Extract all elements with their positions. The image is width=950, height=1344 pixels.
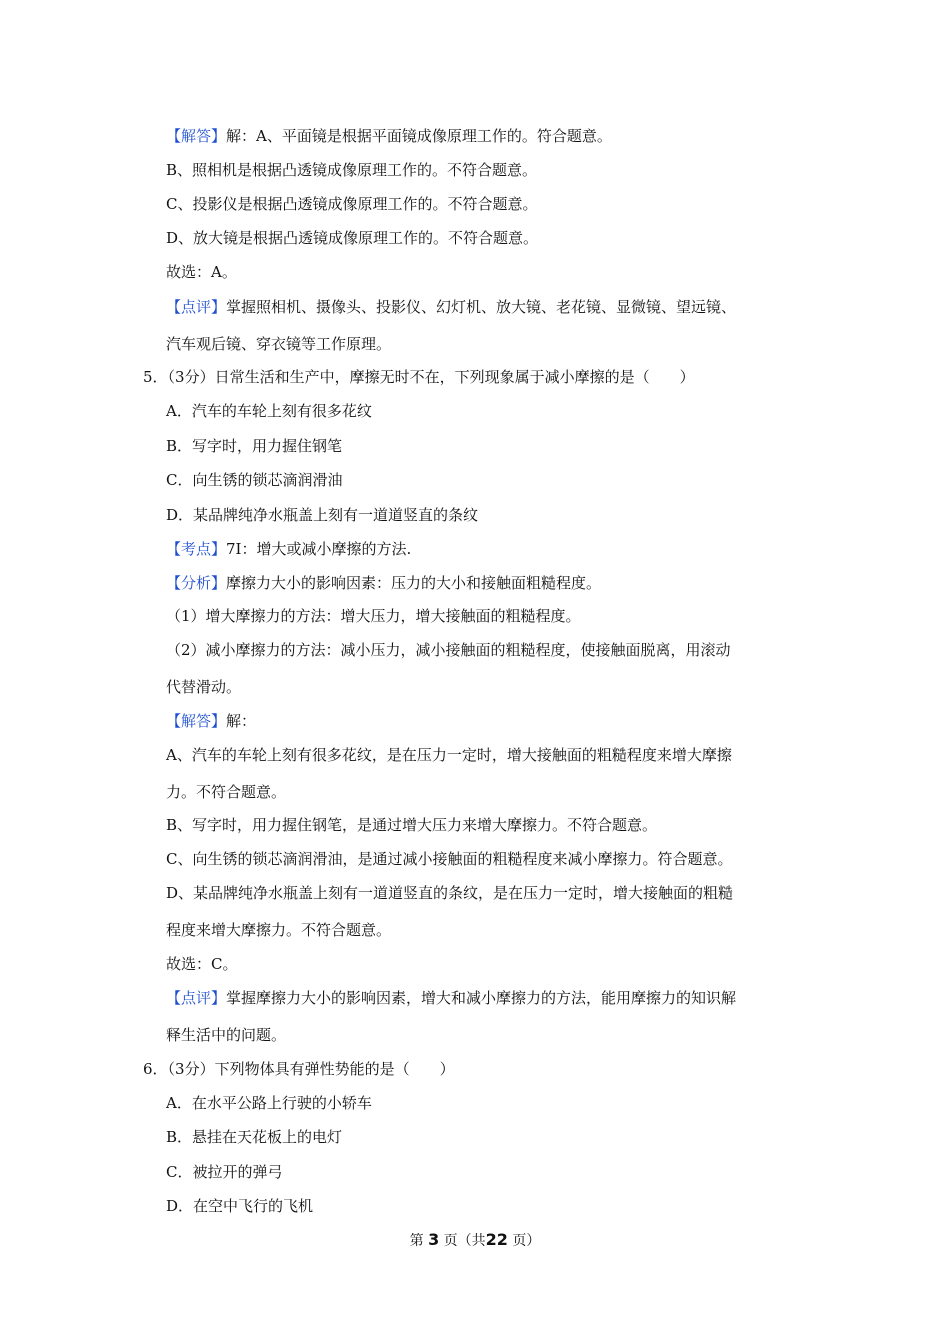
- q4-answer-b: B、照相机是根据凸透镜成像原理工作的。不符合题意。: [166, 161, 538, 179]
- q5-comment-line: [166, 988, 736, 1008]
- q5-answer-a1: A、汽车的车轮上刻有很多花纹，是在压力一定时，增大接触面的粗糙程度来增大摩擦: [166, 746, 732, 764]
- q5-analysis: 摩擦力大小的影响因素：压力的大小和接触面粗糙程度。: [226, 574, 602, 592]
- q6-option-c: C．被拉开的弹弓: [166, 1163, 283, 1181]
- answer-tag: 【解答】: [166, 712, 227, 730]
- footer-middle: 页（共: [443, 1233, 486, 1249]
- q4-choice: 故选：A。: [166, 263, 237, 281]
- q4-answer-c: C、投影仪是根据凸透镜成像原理工作的。不符合题意。: [166, 195, 538, 213]
- q5-point-line: [166, 539, 411, 559]
- q5-analysis-line: [166, 573, 601, 593]
- q5-option-b: B．写字时，用力握住钢笔: [166, 437, 343, 455]
- q5-answer-d1: D、某品牌纯净水瓶盖上刻有一道道竖直的条纹，是在压力一定时，增大接触面的粗糙: [166, 884, 734, 902]
- q5-option-a: A．汽车的车轮上刻有很多花纹: [166, 402, 372, 420]
- q5-answer-intro: 解：: [226, 712, 257, 730]
- page-number: 3: [428, 1230, 440, 1249]
- q6-option-b: B．悬挂在天花板上的电灯: [166, 1128, 343, 1146]
- footer-suffix: 页）: [512, 1233, 541, 1249]
- footer-prefix: 第: [409, 1233, 424, 1249]
- q5-method-1: （1）增大摩擦力的方法：增大压力，增大接触面的粗糙程度。: [166, 607, 581, 625]
- q5-point: 7I：增大或减小摩擦的方法.: [226, 540, 412, 558]
- q5-stem: 5．（3分）日常生活和生产中，摩擦无时不在，下列现象属于减小摩擦的是（ ）: [143, 368, 695, 386]
- q6-stem: 6．（3分）下列物体具有弹性势能的是（ ）: [143, 1060, 455, 1078]
- comment-tag: 【点评】: [166, 298, 227, 316]
- point-tag: 【考点】: [166, 540, 227, 558]
- page-total: 22: [485, 1230, 508, 1249]
- q4-comment-line: [166, 297, 736, 317]
- q4-comment-1: 掌握照相机、摄像头、投影仪、幻灯机、放大镜、老花镜、显微镜、望远镜、: [226, 298, 737, 316]
- comment-tag: 【点评】: [166, 989, 227, 1007]
- q5-method-2b: 代替滑动。: [166, 678, 242, 696]
- analysis-tag: 【分析】: [166, 574, 227, 592]
- q5-answer-c: C、向生锈的锁芯滴润滑油，是通过减小接触面的粗糙程度来减小摩擦力。符合题意。: [166, 850, 733, 868]
- q6-option-a: A．在水平公路上行驶的小轿车: [166, 1094, 372, 1112]
- q5-choice: 故选：C。: [166, 955, 238, 973]
- answer-tag: 【解答】: [166, 127, 227, 145]
- q5-comment-2: 释生活中的问题。: [166, 1026, 287, 1044]
- q5-answer-line: [166, 711, 256, 731]
- page-footer: [0, 1230, 950, 1250]
- q5-option-c: C．向生锈的锁芯滴润滑油: [166, 471, 343, 489]
- q5-answer-a2: 力。不符合题意。: [166, 783, 287, 801]
- q4-answer-a: 解：A、平面镜是根据平面镜成像原理工作的。符合题意。: [226, 127, 612, 145]
- q5-answer-d2: 程度来增大摩擦力。不符合题意。: [166, 921, 392, 939]
- q5-option-d: D．某品牌纯净水瓶盖上刻有一道道竖直的条纹: [166, 506, 479, 524]
- q4-answer-d: D、放大镜是根据凸透镜成像原理工作的。不符合题意。: [166, 229, 539, 247]
- q4-answer-line: [166, 126, 612, 146]
- q5-comment-1: 掌握摩擦力大小的影响因素，增大和减小摩擦力的方法，能用摩擦力的知识解: [226, 989, 737, 1007]
- q5-answer-b: B、写字时，用力握住钢笔，是通过增大压力来增大摩擦力。不符合题意。: [166, 816, 658, 834]
- q4-comment-2: 汽车观后镜、穿衣镜等工作原理。: [166, 335, 392, 353]
- q5-method-2a: （2）减小摩擦力的方法：减小压力，减小接触面的粗糙程度，使接触面脱离，用滚动: [166, 641, 731, 659]
- q6-option-d: D．在空中飞行的飞机: [166, 1197, 314, 1215]
